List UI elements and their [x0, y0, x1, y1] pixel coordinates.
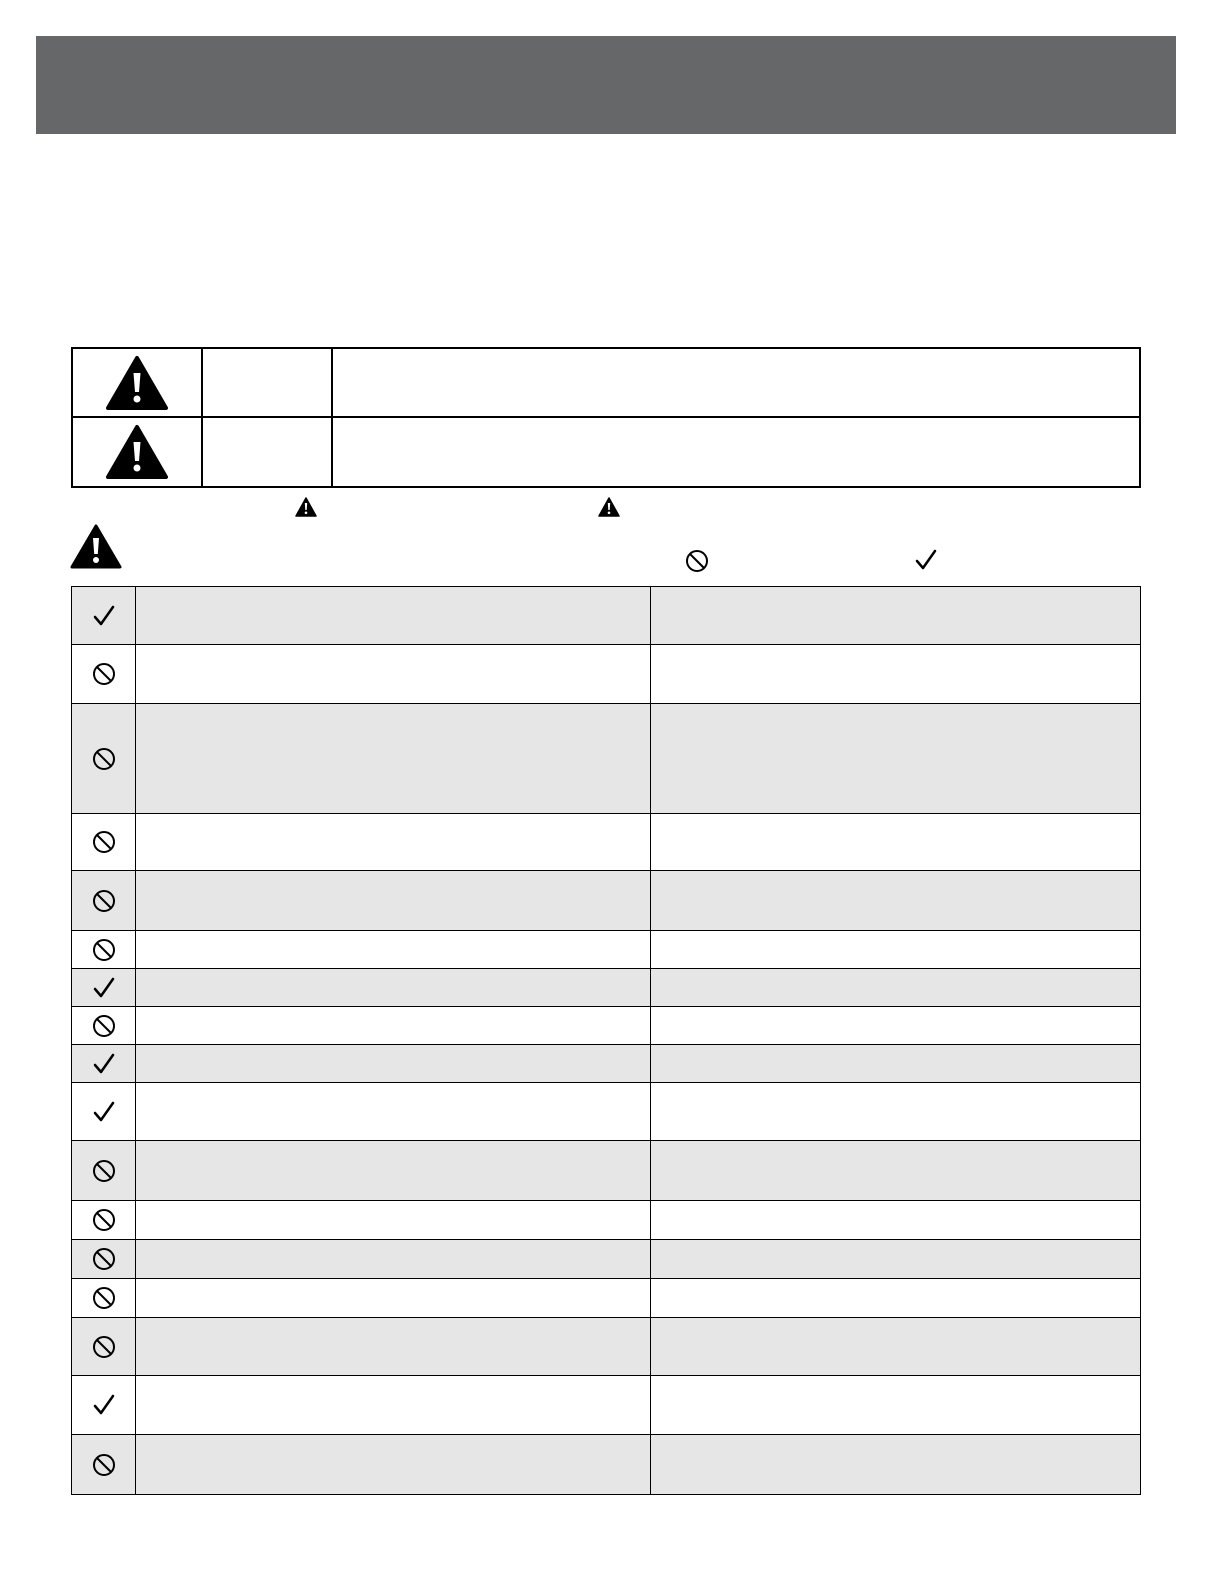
prohibited-icon	[685, 549, 709, 573]
row-right-text	[651, 1083, 1140, 1140]
row-right-text	[651, 1279, 1140, 1317]
table-row	[72, 1279, 1140, 1318]
table-row	[72, 1007, 1140, 1045]
table-row	[72, 704, 1140, 814]
definition-text	[333, 418, 1139, 486]
row-right-text	[651, 1045, 1140, 1082]
row-icon-cell	[72, 1318, 136, 1375]
definition-label	[203, 418, 333, 486]
row-right-text	[651, 704, 1140, 813]
row-right-text	[651, 871, 1140, 930]
checkmark-icon	[92, 1100, 116, 1124]
row-right-text	[651, 1240, 1140, 1278]
prohibited-icon	[92, 747, 116, 771]
table-row	[72, 1318, 1140, 1376]
row-left-text	[136, 814, 651, 870]
warning-triangle-icon	[295, 497, 317, 517]
row-left-text	[136, 1083, 651, 1140]
definition-icon-cell	[73, 418, 203, 486]
row-icon-cell	[72, 1240, 136, 1278]
checkmark-icon	[92, 1052, 116, 1076]
row-right-text	[651, 1318, 1140, 1375]
header-bar	[36, 36, 1176, 134]
definition-row	[73, 418, 1139, 486]
row-left-text	[136, 1435, 651, 1494]
row-left-text	[136, 871, 651, 930]
table-row	[72, 1201, 1140, 1240]
row-right-text	[651, 931, 1140, 968]
table-row	[72, 1435, 1140, 1494]
checkmark-icon	[92, 1393, 116, 1417]
row-icon-cell	[72, 1376, 136, 1434]
row-icon-cell	[72, 814, 136, 870]
row-left-text	[136, 1141, 651, 1200]
checkmark-icon	[92, 604, 116, 628]
row-right-text	[651, 1141, 1140, 1200]
prohibited-icon	[92, 830, 116, 854]
row-left-text	[136, 1240, 651, 1278]
warning-triangle-icon	[105, 355, 169, 411]
page-title	[36, 36, 1176, 96]
prohibited-icon	[92, 1208, 116, 1232]
row-right-text	[651, 1435, 1140, 1494]
definition-text	[333, 349, 1139, 416]
row-icon-cell	[72, 1279, 136, 1317]
table-row	[72, 1240, 1140, 1279]
table-row	[72, 1083, 1140, 1141]
definition-icon-cell	[73, 349, 203, 416]
row-left-text	[136, 1279, 651, 1317]
row-left-text	[136, 587, 651, 644]
row-right-text	[651, 645, 1140, 703]
prohibited-icon	[92, 1014, 116, 1038]
warning-triangle-icon	[105, 424, 169, 480]
prohibited-icon	[92, 1335, 116, 1359]
prohibited-icon	[92, 889, 116, 913]
row-icon-cell	[72, 969, 136, 1006]
row-left-text	[136, 1318, 651, 1375]
row-right-text	[651, 587, 1140, 644]
row-icon-cell	[72, 931, 136, 968]
row-left-text	[136, 1007, 651, 1044]
row-left-text	[136, 645, 651, 703]
row-left-text	[136, 931, 651, 968]
checkmark-icon	[914, 548, 938, 572]
row-icon-cell	[72, 1083, 136, 1140]
row-left-text	[136, 704, 651, 813]
row-icon-cell	[72, 704, 136, 813]
prohibited-icon	[92, 1453, 116, 1477]
row-left-text	[136, 969, 651, 1006]
row-right-text	[651, 814, 1140, 870]
row-icon-cell	[72, 1201, 136, 1239]
table-row	[72, 645, 1140, 704]
row-right-text	[651, 969, 1140, 1006]
row-left-text	[136, 1045, 651, 1082]
table-row	[72, 969, 1140, 1007]
table-row	[72, 931, 1140, 969]
row-icon-cell	[72, 1435, 136, 1494]
prohibited-icon	[92, 1286, 116, 1310]
row-icon-cell	[72, 587, 136, 644]
table-row	[72, 1045, 1140, 1083]
table-row	[72, 1376, 1140, 1435]
intro-text	[72, 160, 1140, 330]
table-row	[72, 1141, 1140, 1201]
warning-triangle-icon	[598, 497, 620, 517]
definition-label	[203, 349, 333, 416]
prohibited-icon	[92, 1247, 116, 1271]
row-icon-cell	[72, 1007, 136, 1044]
safety-table	[71, 586, 1141, 1495]
row-icon-cell	[72, 1141, 136, 1200]
row-icon-cell	[72, 645, 136, 703]
hazard-definition-table	[71, 347, 1141, 488]
row-right-text	[651, 1007, 1140, 1044]
checkmark-icon	[92, 976, 116, 1000]
table-row	[72, 587, 1140, 645]
warning-triangle-icon	[70, 524, 122, 570]
prohibited-icon	[92, 1159, 116, 1183]
row-left-text	[136, 1376, 651, 1434]
table-row	[72, 814, 1140, 871]
table-row	[72, 871, 1140, 931]
row-icon-cell	[72, 1045, 136, 1082]
definition-row	[73, 349, 1139, 418]
row-right-text	[651, 1376, 1140, 1434]
row-right-text	[651, 1201, 1140, 1239]
prohibited-icon	[92, 938, 116, 962]
row-left-text	[136, 1201, 651, 1239]
row-icon-cell	[72, 871, 136, 930]
prohibited-icon	[92, 662, 116, 686]
